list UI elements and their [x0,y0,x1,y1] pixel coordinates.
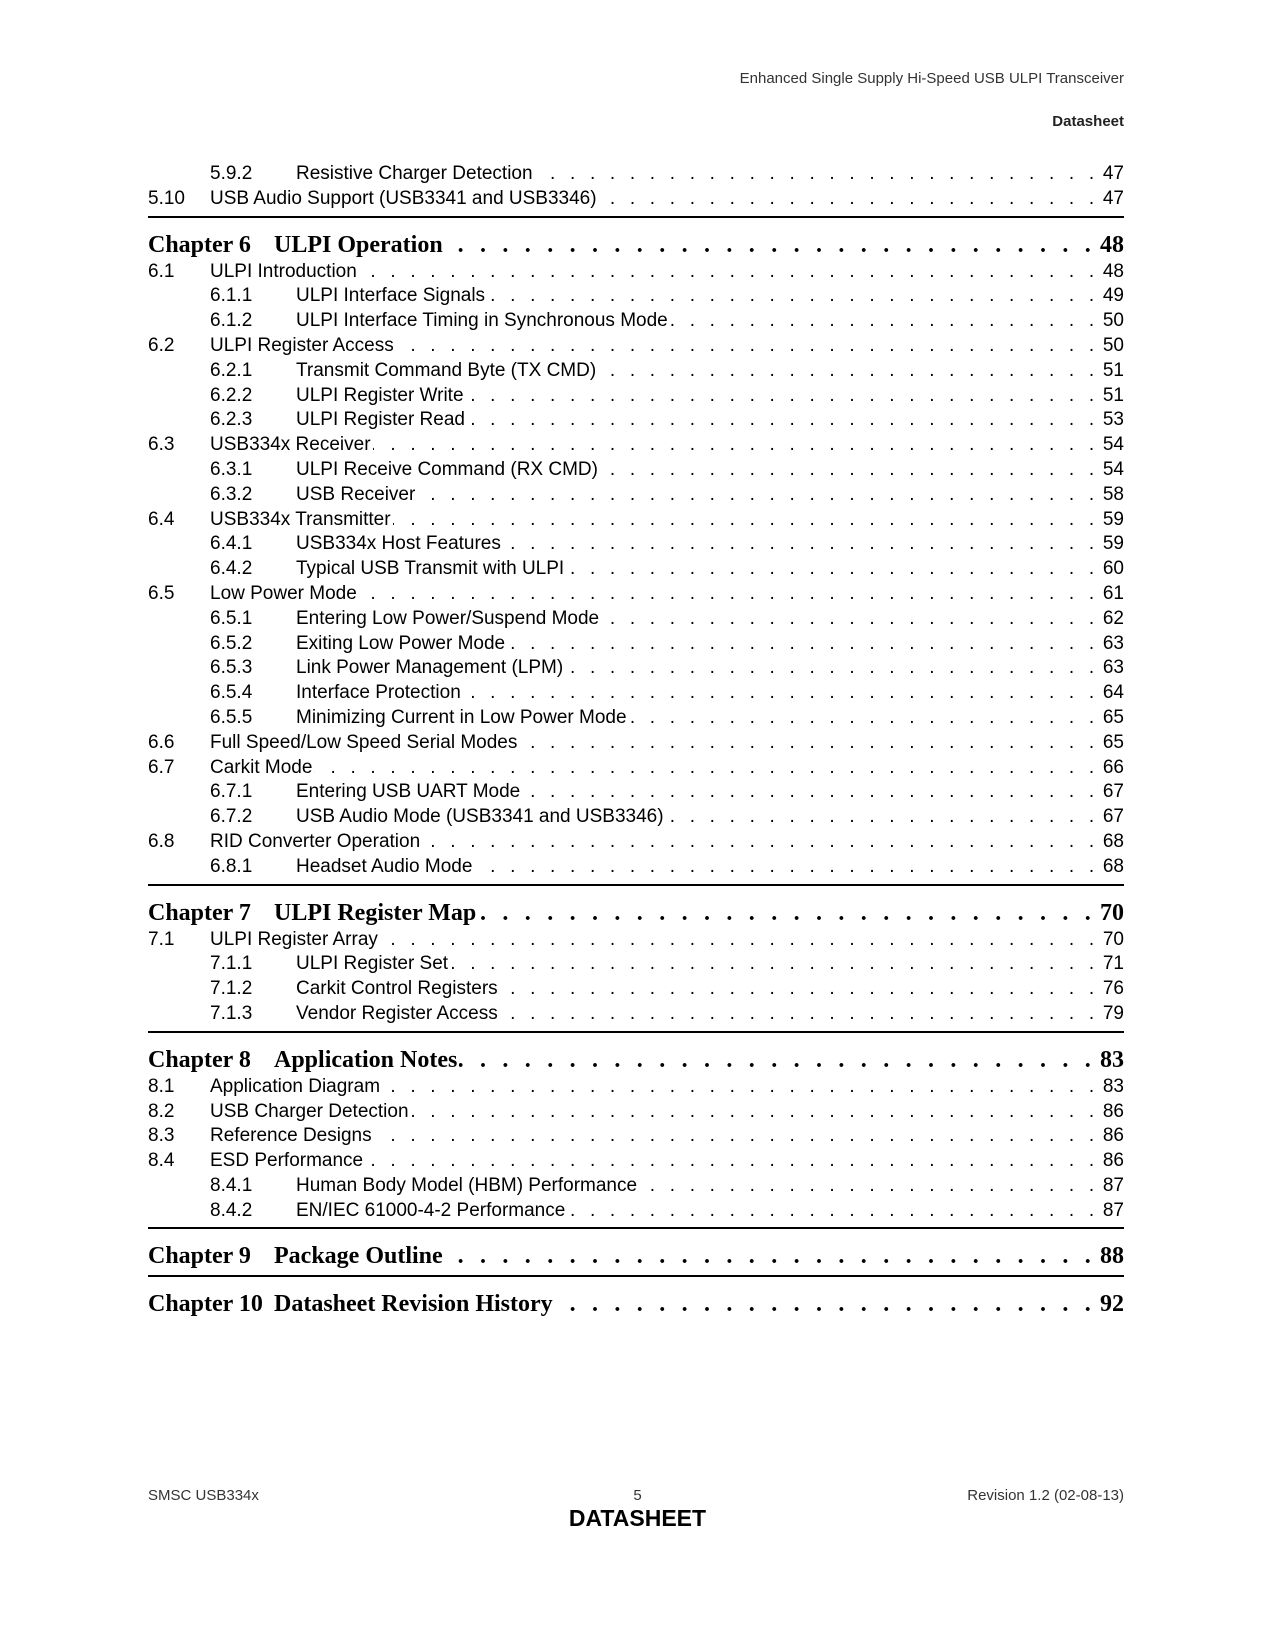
toc-entry-page: 48 [1102,260,1124,282]
toc-entry-number: 8.1 [148,1075,175,1097]
toc-entry[interactable] [148,607,1124,632]
toc-entry-title: Reference Designs [210,1125,372,1147]
toc-entry[interactable] [148,359,1124,384]
dot-leader [445,1241,1096,1271]
toc-entry[interactable] [148,1075,1124,1100]
toc-entry-page: 50 [1102,334,1124,356]
toc-entry-page: 67 [1102,806,1124,828]
toc-chapter-entry[interactable] [148,1241,1124,1271]
dot-leader [393,508,1099,533]
toc-entry-page: 47 [1102,163,1124,184]
toc-entry-title: ULPI Receive Command (RX CMD) [296,458,598,480]
toc-entry-page: 54 [1102,458,1124,480]
toc-entry[interactable] [148,1124,1124,1149]
toc-entry-title: Application Notes [274,1046,458,1073]
toc-chapter-entry[interactable] [148,230,1124,260]
toc-entry[interactable] [148,656,1124,681]
toc-entry[interactable] [148,309,1124,334]
toc-entry-number: 6.3.1 [210,458,253,480]
toc-entry-title: USB Audio Mode (USB3341 and USB3346) [296,806,664,828]
toc-entry-title: Full Speed/Low Speed Serial Modes [210,731,518,753]
dot-leader [507,632,1099,657]
toc-entry[interactable] [148,532,1124,557]
toc-entry-number: 6.5.3 [210,657,253,679]
toc-entry[interactable] [148,187,1124,212]
toc-entry-page: 86 [1102,1150,1124,1172]
dot-leader [359,260,1099,285]
toc-entry-page: 87 [1102,1199,1124,1221]
dot-leader [519,731,1099,756]
toc-entry-page: 64 [1102,682,1124,704]
toc-entry-number: 6.2.2 [210,384,253,406]
toc-entry-number: 8.3 [148,1125,175,1147]
toc-entry-number: Chapter 8 [148,1046,251,1073]
toc-entry-title: Entering Low Power/Suspend Mode [296,607,600,629]
dot-leader [670,309,1099,334]
toc-entry-page: 62 [1102,607,1124,629]
toc-entry-number: 6.1.1 [210,285,253,307]
toc-entry-number: 6.5 [148,582,175,604]
toc-entry[interactable] [148,162,1124,187]
toc-entry-page: 59 [1102,508,1124,530]
toc-entry-number: 7.1.2 [210,978,253,1000]
toc-entry[interactable] [148,433,1124,458]
dot-leader [474,855,1098,880]
toc-entry-number: 8.2 [148,1100,175,1122]
toc-entry[interactable] [148,1100,1124,1125]
toc-entry-title: Minimizing Current in Low Power Mode [296,706,627,728]
dot-leader [599,187,1099,212]
toc-entry-page: 67 [1102,781,1124,803]
dot-leader [522,780,1099,805]
toc-entry-title: USB Audio Support (USB3341 and USB3346) [210,187,597,209]
dot-leader [374,1124,1099,1149]
dot-leader [467,408,1099,433]
toc-entry[interactable] [148,681,1124,706]
dot-leader [382,1075,1099,1100]
toc-entry-page: 71 [1102,953,1124,975]
toc-entry[interactable] [148,1002,1124,1027]
toc-entry-number: 6.1 [148,260,175,282]
toc-entry-number: 7.1 [148,928,175,950]
toc-entry[interactable] [148,1199,1124,1224]
toc-entry-title: Exiting Low Power Mode [296,632,506,654]
dot-leader [478,898,1096,928]
toc-entry-number: Chapter 7 [148,899,251,926]
toc-entry-number: 6.7.2 [210,806,253,828]
toc-entry-title: ULPI Interface Timing in Synchronous Mode [296,310,668,332]
section-divider [148,1275,1124,1277]
dot-leader [639,1174,1099,1199]
toc-entry-title: ULPI Interface Signals [296,285,486,307]
toc-entry-number: 7.1.3 [210,1002,253,1024]
footer-revision: Revision 1.2 (02-08-13) [967,1487,1124,1504]
toc-entry-page: 48 [1100,231,1124,258]
toc-entry[interactable] [148,384,1124,409]
dot-leader [314,756,1098,781]
toc-entry-page: 60 [1102,558,1124,580]
toc-entry-page: 50 [1102,310,1124,332]
toc-entry-title: Link Power Management (LPM) [296,657,564,679]
toc-entry-page: 83 [1102,1075,1124,1097]
section-divider [148,1227,1124,1229]
toc-entry-page: 76 [1102,978,1124,1000]
toc-entry[interactable] [148,632,1124,657]
toc-entry-title: ULPI Register Read [296,409,465,431]
toc-entry-page: 68 [1102,855,1124,877]
dot-leader [422,830,1099,855]
toc-entry-page: 58 [1102,483,1124,505]
toc-entry-title: Resistive Charger Detection [296,163,533,184]
dot-leader [601,607,1099,632]
toc-entry-page: 86 [1102,1125,1124,1147]
toc-entry-page: 65 [1102,731,1124,753]
dot-leader [555,1289,1096,1319]
toc-chapter-entry[interactable] [148,1289,1124,1319]
toc-entry-title: Datasheet Revision History [274,1291,553,1318]
toc-entry-page: 92 [1100,1291,1124,1318]
dot-leader [380,928,1099,953]
dot-leader [459,1045,1096,1075]
toc-entry-title: ULPI Register Set [296,953,449,975]
toc-entry-page: 49 [1102,285,1124,307]
toc-entry-title: Headset Audio Mode [296,855,473,877]
toc-entry-title: ULPI Register Map [274,899,477,926]
toc-entry[interactable] [148,756,1124,781]
toc-entry-number: 6.5.4 [210,682,253,704]
toc-entry-title: Application Diagram [210,1075,381,1097]
dot-leader [373,433,1099,458]
dot-leader [365,1149,1099,1174]
toc-entry-title: Carkit Mode [210,756,313,778]
toc-entry[interactable] [148,582,1124,607]
toc-entry-number: 6.8 [148,830,175,852]
toc-entry-page: 70 [1100,899,1124,926]
table-of-contents [148,162,1124,1319]
toc-entry-title: Human Body Model (HBM) Performance [296,1174,638,1196]
toc-entry-number: Chapter 9 [148,1243,251,1270]
toc-entry-title: USB Charger Detection [210,1100,409,1122]
toc-chapter-entry[interactable] [148,898,1124,928]
dot-leader [463,681,1099,706]
toc-entry-title: ULPI Introduction [210,260,357,282]
toc-entry-number: 6.8.1 [210,855,253,877]
toc-entry-title: USB334x Transmitter [210,508,391,530]
toc-entry-number: 6.4.2 [210,558,253,580]
toc-entry-title: ULPI Register Array [210,928,378,950]
toc-entry-title: Transmit Command Byte (TX CMD) [296,359,597,381]
dot-leader [567,1199,1099,1224]
toc-entry-title: USB334x Host Features [296,533,501,555]
toc-entry[interactable] [148,731,1124,756]
toc-entry[interactable] [148,1174,1124,1199]
toc-entry-number: 6.1.2 [210,310,253,332]
toc-entry[interactable] [148,830,1124,855]
toc-entry[interactable] [148,977,1124,1002]
toc-entry-number: 6.5.2 [210,632,253,654]
toc-entry-title: ULPI Operation [274,231,443,258]
toc-entry-number: Chapter 6 [148,231,251,258]
toc-entry-title: Package Outline [274,1243,443,1270]
dot-leader [566,557,1099,582]
toc-entry-title: Low Power Mode [210,582,357,604]
toc-entry-page: 65 [1102,706,1124,728]
toc-entry-page: 51 [1102,359,1124,381]
toc-entry-page: 63 [1102,632,1124,654]
toc-entry-number: Chapter 10 [148,1291,263,1318]
toc-entry-number: 6.6 [148,731,175,753]
toc-entry-number: 6.4 [148,508,175,530]
toc-entry-number: 7.1.1 [210,953,253,975]
toc-entry-title: Interface Protection [296,682,461,704]
toc-entry-page: 61 [1102,582,1124,604]
toc-entry-number: 8.4.2 [210,1199,253,1221]
page-number: 5 [633,1487,642,1504]
toc-entry[interactable] [148,260,1124,285]
dot-leader [500,977,1099,1002]
toc-entry-number: 8.4 [148,1150,175,1172]
toc-entry[interactable] [148,928,1124,953]
toc-entry-title: Entering USB UART Mode [296,781,521,803]
toc-entry[interactable] [148,706,1124,731]
toc-entry-number: 6.3.2 [210,483,253,505]
toc-entry-title: ULPI Register Access [210,334,394,356]
section-divider [148,1031,1124,1033]
toc-entry-number: 6.2 [148,334,175,356]
toc-entry-page: 63 [1102,657,1124,679]
toc-entry-number: 5.10 [148,187,185,209]
document-title: Enhanced Single Supply Hi-Speed USB ULPI Transceiver [739,70,1124,87]
toc-entry-page: 47 [1102,187,1124,209]
toc-entry[interactable] [148,780,1124,805]
dot-leader [487,284,1099,309]
dot-leader [535,162,1099,187]
toc-entry[interactable] [148,334,1124,359]
dot-leader [565,656,1099,681]
toc-entry[interactable] [148,483,1124,508]
toc-entry-number: 6.7.1 [210,781,253,803]
toc-entry-number: 6.5.1 [210,607,253,629]
toc-entry[interactable] [148,508,1124,533]
toc-entry[interactable] [148,458,1124,483]
toc-entry-page: 88 [1100,1243,1124,1270]
dot-leader [629,706,1099,731]
toc-entry-number: 6.4.1 [210,533,253,555]
toc-entry-title: Typical USB Transmit with ULPI [296,558,565,580]
toc-entry-number: 6.5.5 [210,706,253,728]
footer-label: DATASHEET [568,1505,707,1531]
dot-leader [396,334,1099,359]
toc-entry-title: USB Receiver [296,483,416,505]
toc-entry[interactable] [148,805,1124,830]
section-divider [148,884,1124,886]
toc-entry-title: USB334x Receiver [210,434,371,456]
toc-entry-page: 86 [1102,1100,1124,1122]
toc-entry-page: 51 [1102,384,1124,406]
footer-product: SMSC USB334x [148,1487,259,1504]
toc-entry-number: 6.3 [148,434,175,456]
toc-entry-number: 5.9.2 [210,163,253,184]
toc-entry[interactable] [148,855,1124,880]
section-divider [148,216,1124,218]
toc-chapter-entry[interactable] [148,1045,1124,1075]
toc-entry-number: 6.2.1 [210,359,253,381]
toc-entry[interactable] [148,557,1124,582]
toc-entry[interactable] [148,284,1124,309]
dot-leader [411,1100,1099,1125]
dot-leader [600,458,1099,483]
toc-entry-title: RID Converter Operation [210,830,421,852]
dot-leader [598,359,1099,384]
document-type: Datasheet [1052,113,1124,130]
toc-entry-number: 6.2.3 [210,409,253,431]
toc-entry-page: 59 [1102,533,1124,555]
toc-entry-page: 79 [1102,1002,1124,1024]
toc-entry-page: 66 [1102,756,1124,778]
toc-entry-title: EN/IEC 61000-4-2 Performance [296,1199,566,1221]
dot-leader [450,952,1099,977]
toc-entry[interactable] [148,408,1124,433]
dot-leader [500,1002,1099,1027]
dot-leader [417,483,1099,508]
toc-entry-page: 68 [1102,830,1124,852]
dot-leader [466,384,1099,409]
toc-entry-page: 83 [1100,1046,1124,1073]
dot-leader [445,230,1096,260]
toc-entry-page: 54 [1102,434,1124,456]
dot-leader [666,805,1099,830]
toc-entry-number: 6.7 [148,756,175,778]
toc-entry-page: 70 [1102,928,1124,950]
toc-entry-title: ULPI Register Write [296,384,464,406]
toc-entry[interactable] [148,1149,1124,1174]
dot-leader [503,532,1099,557]
toc-entry-page: 53 [1102,409,1124,431]
toc-entry-page: 87 [1102,1174,1124,1196]
toc-entry-title: Vendor Register Access [296,1002,498,1024]
toc-entry-title: ESD Performance [210,1150,364,1172]
toc-entry-number: 8.4.1 [210,1174,253,1196]
dot-leader [359,582,1099,607]
toc-entry-title: Carkit Control Registers [296,978,498,1000]
toc-entry[interactable] [148,952,1124,977]
